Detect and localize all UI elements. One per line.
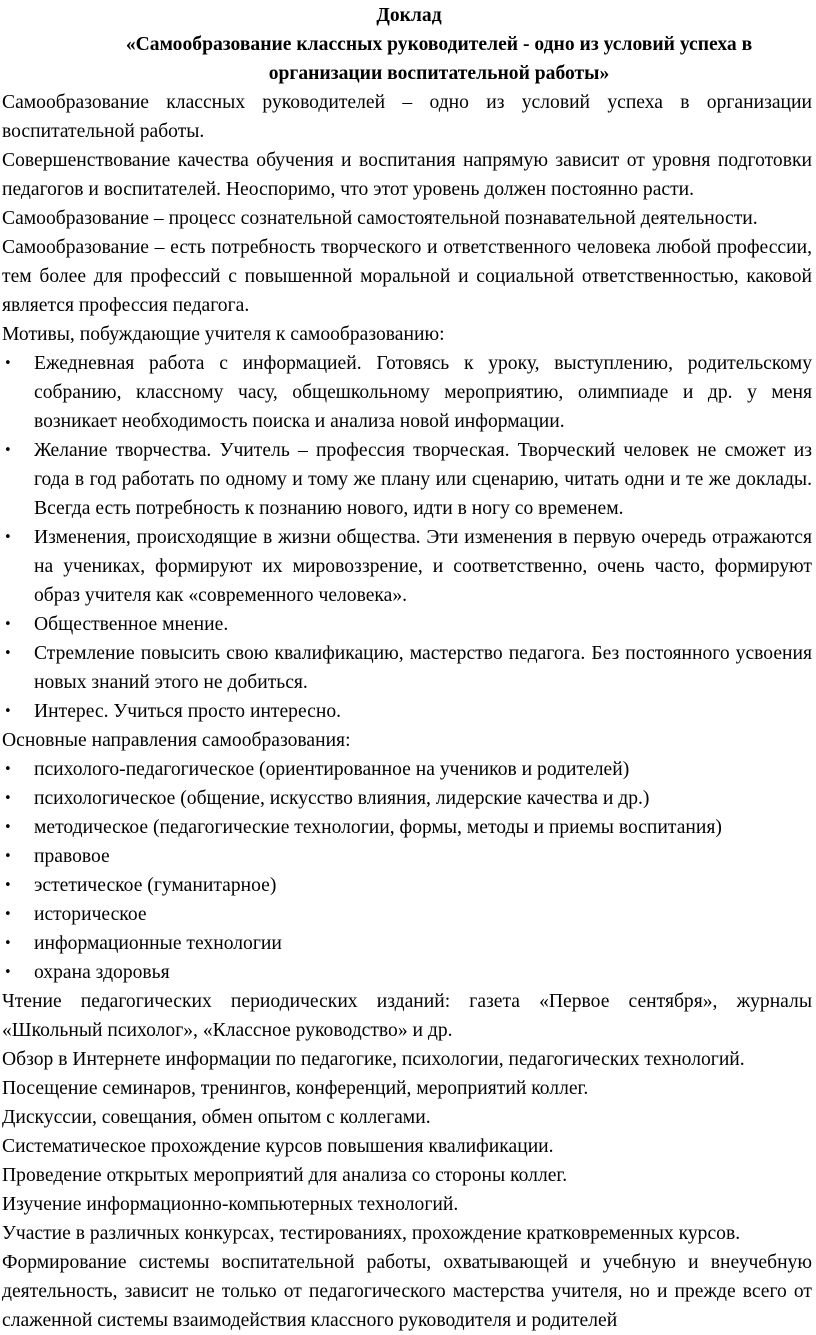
motives-list — [2, 349, 816, 726]
bullet-icon: • — [4, 965, 12, 980]
closing-paragraph: Дискуссии, совещания, обмен опытом с коллегами. — [2, 1107, 431, 1128]
list-item-text: психолого-педагогическое (ориентированное на учеников и родителей) — [34, 759, 630, 780]
list-item — [2, 697, 816, 726]
document-subtitle: «Самообразование классных руководителей - одно из условий успеха в организации воспитательной работы» — [125, 34, 753, 84]
directions-heading: Основные направления самообразования: — [2, 730, 351, 751]
bullet-icon: • — [4, 907, 12, 922]
list-item-text: информационные технологии — [34, 933, 282, 954]
list-item — [2, 900, 816, 929]
list-item — [2, 349, 816, 436]
bullet-icon: • — [4, 936, 12, 951]
closing-paragraph: Формирование системы воспитательной работы, охватывающей и учебную и внеучебную деятельность, зависит не только от педагогического мастерства учителя, но и прежде всего от слаженной системы взаимодействия классного руководителя и родителей — [2, 1252, 812, 1331]
bullet-icon: • — [4, 646, 12, 661]
bullet-icon: • — [4, 617, 12, 632]
bullet-icon: • — [4, 443, 12, 458]
list-item-text: Стремление повысить свою квалификацию, мастерство педагога. Без постоянного усвоения новых знаний этого не добиться. — [34, 643, 812, 693]
closing-paragraph: Проведение открытых мероприятий для анализа со стороны коллег. — [2, 1165, 568, 1186]
bullet-icon: • — [4, 849, 12, 864]
list-item-text: историческое — [34, 904, 147, 925]
list-item-text: методическое (педагогические технологии, формы, методы и приемы воспитания) — [34, 817, 722, 838]
closing-paragraph: Изучение информационно-компьютерных технологий. — [2, 1194, 459, 1215]
document-page — [0, 1, 816, 1335]
bullet-icon: • — [4, 878, 12, 893]
bullet-icon: • — [4, 356, 12, 371]
closing-paragraph: Участие в различных конкурсах, тестированиях, прохождение кратковременных курсов. — [2, 1223, 741, 1244]
bullet-icon: • — [4, 791, 12, 806]
intro-paragraph: Совершенствование качества обучения и воспитания напрямую зависит от уровня подготовки педагогов и воспитателей. Неоспоримо, что этот уровень должен постоянно расти. — [2, 150, 812, 200]
closing-paragraph: Систематическое прохождение курсов повышения квалификации. — [2, 1136, 554, 1157]
list-item-text: Изменения, происходящие в жизни общества. Эти изменения в первую очередь отражаются на учениках, формируют их мировоззрение, и соответственно, очень часто, формируют образ учителя как «современного человека». — [34, 527, 812, 606]
motives-heading: Мотивы, побуждающие учителя к самообразованию: — [2, 324, 445, 345]
closing-paragraph: Посещение семинаров, тренингов, конференций, мероприятий коллег. — [2, 1078, 589, 1099]
list-item-text: Общественное мнение. — [34, 614, 229, 635]
bullet-icon: • — [4, 704, 12, 719]
bullet-icon: • — [4, 530, 12, 545]
intro-paragraph: Самообразование – есть потребность творческого и ответственного человека любой профессии, тем более для профессий с повышенной моральной и социальной ответственностью, каковой является профессия педагога. — [2, 237, 812, 316]
list-item-text: охрана здоровья — [34, 962, 170, 983]
directions-list — [2, 755, 816, 987]
list-item — [2, 755, 816, 784]
list-item — [2, 523, 816, 610]
list-item — [2, 958, 816, 987]
list-item — [2, 813, 816, 842]
intro-paragraph: Самообразование – процесс сознательной самостоятельной познавательной деятельности. — [2, 208, 758, 229]
list-item-text: Ежедневная работа с информацией. Готовясь к уроку, выступлению, родительскому собранию, классному часу, общешкольному мероприятию, олимпиаде и др. у меня возникает необходимость поиска и анализа новой информации. — [34, 353, 812, 432]
list-item — [2, 436, 816, 523]
list-item-text: Интерес. Учиться просто интересно. — [34, 701, 342, 722]
list-item-text: психологическое (общение, искусство влияния, лидерские качества и др.) — [34, 788, 650, 809]
list-item — [2, 610, 816, 639]
closing-paragraph: Обзор в Интернете информации по педагогике, психологии, педагогических технологий. — [2, 1049, 745, 1070]
list-item — [2, 784, 816, 813]
list-item — [2, 842, 816, 871]
document-title: Доклад — [376, 5, 442, 26]
intro-paragraph: Самообразование классных руководителей – одно из условий успеха в организации воспитательной работы. — [2, 92, 812, 142]
bullet-icon: • — [4, 762, 12, 777]
bullet-icon: • — [4, 820, 12, 835]
list-item — [2, 639, 816, 697]
list-item — [2, 871, 816, 900]
list-item-text: эстетическое (гуманитарное) — [34, 875, 277, 896]
list-item — [2, 929, 816, 958]
closing-paragraph: Чтение педагогических периодических изданий: газета «Первое сентября», журналы «Школьный психолог», «Классное руководство» и др. — [2, 991, 812, 1041]
list-item-text: Желание творчества. Учитель – профессия творческая. Творческий человек не сможет из года в год работать по одному и тому же плану или сценарию, читать одни и те же доклады. Всегда есть потребность к познанию нового, идти в ногу со временем. — [34, 440, 812, 519]
list-item-text: правовое — [34, 846, 110, 867]
